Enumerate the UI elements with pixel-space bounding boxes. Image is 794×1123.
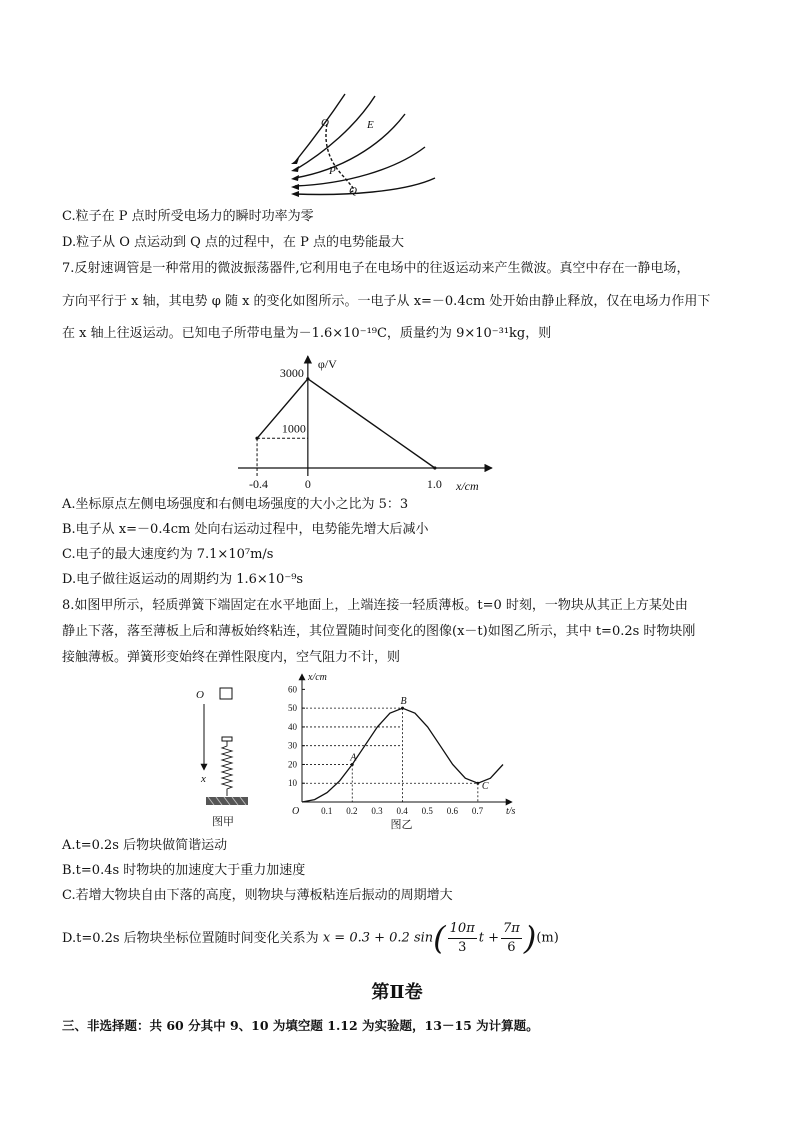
y-axis-label: x/cm [308, 672, 327, 683]
option-d-formula: x = 0.3 + 0.2 sin( $\frac{10\pi}{3}$ t + $\frac{7\pi}{6}$ )(m) [322, 919, 559, 957]
x-tick-label: 0.4 [396, 806, 408, 816]
formula-mid: t + [478, 930, 499, 946]
x-tick-label: 0.6 [446, 806, 458, 816]
q8-option-a: A.t=0.2s 后物块做简谐运动 [62, 838, 228, 853]
figure-caption: 图甲 [212, 816, 234, 828]
phi-x-chart [230, 350, 500, 495]
plate [222, 737, 232, 741]
q7-option-c: C.电子的最大速度约为 7.1×10⁷m/s [62, 547, 274, 562]
label-P: P [329, 165, 336, 177]
x-tick-label: 0.3 [371, 806, 383, 816]
q8-option-b: B.t=0.4s 时物块的加速度大于重力加速度 [62, 863, 306, 878]
y-tick-label: 10 [288, 778, 297, 789]
point-label: B [400, 696, 407, 708]
x-tick-label: 1.0 [426, 477, 442, 491]
y-tick-label: 50 [288, 703, 297, 714]
trajectory [326, 124, 354, 192]
point-label: A [350, 752, 357, 764]
q7-stem-line-1: 7.反射速调管是一种常用的微波振荡器件,它利用电子在电场中的往返运动来产生微波。真空中存在一静电场， [62, 261, 690, 276]
y-tick-label: 1000 [281, 421, 306, 436]
y-axis-label: φ/V [317, 357, 337, 371]
x-tick-label: 0.2 [346, 806, 358, 816]
field-line [295, 96, 375, 170]
y-tick-label: 3000 [279, 365, 304, 380]
q6-option-c: C.粒子在 P 点时所受电场力的瞬时功率为零 [62, 209, 314, 224]
x-tick-label: 0.7 [471, 806, 484, 816]
origin-label: O [292, 806, 300, 817]
y-tick-label: 60 [288, 684, 297, 695]
q8-option-d [62, 918, 559, 959]
label-O: O [321, 117, 329, 129]
frac1-denominator: 3 [458, 939, 467, 955]
x-t-chart [286, 670, 518, 830]
block [220, 688, 232, 699]
arrow-icon [291, 184, 299, 190]
q8-stem-line-2: 静止下落，落至薄板上后和薄板始终粘连，其位置随时间变化的图像(x－t)如图乙所示，其中 t=0.2s 时物块刚 [62, 624, 696, 639]
x-axis-label: t/s [506, 806, 516, 817]
q6-option-d: D.粒子从 O 点运动到 Q 点的过程中，在 P 点的电势能最大 [62, 235, 404, 250]
field-line [295, 178, 435, 194]
formula-unit: (m) [536, 930, 559, 946]
spring [222, 741, 232, 796]
q8-stem-line-3: 接触薄板。弹簧形变始终在弹性限度内，空气阻力不计，则 [62, 650, 401, 665]
y-tick-label: 20 [288, 759, 297, 770]
section-heading: 三、非选择题：共 60 分其中 9、10 为填空题 1.12 为实验题，13－15 为计算题。 [62, 1018, 539, 1033]
arrow-icon [291, 166, 299, 172]
arrow-icon [291, 175, 299, 181]
data-point [306, 377, 309, 380]
data-point [433, 466, 436, 469]
x-tick-label: -0.4 [249, 477, 269, 491]
spring-figure [188, 682, 268, 830]
q8-option-c: C.若增大物块自由下落的高度，则物块与薄板粘连后振动的周期增大 [62, 888, 453, 903]
x-tick-label: 0 [304, 477, 311, 491]
part-2-title: 第Ⅱ卷 [371, 982, 423, 1003]
x-t-series-line [302, 708, 503, 802]
q7-option-a: A.坐标原点左侧电场强度和右侧电场强度的大小之比为 5：3 [62, 497, 409, 512]
data-point [255, 437, 258, 440]
point-label: C [481, 781, 489, 793]
q7-option-b: B.电子从 x=－0.4cm 处向右运动过程中，电势能先增大后减小 [62, 522, 429, 537]
field-line [295, 114, 405, 178]
formula-lhs: x = 0.3 + 0.2 sin [322, 930, 434, 946]
option-d-prefix: D.t=0.2s 后物块坐标位置随时间变化关系为 [62, 930, 319, 946]
field-line [295, 94, 345, 162]
label-Q: Q [349, 185, 357, 197]
q8-stem-line-1: 8.如图甲所示，轻质弹簧下端固定在水平地面上，上端连接一轻质薄板。t=0 时刻，一物块从其正上方某处由 [62, 598, 688, 613]
x-tick-label: 0.1 [321, 806, 333, 816]
chart-caption: 图乙 [390, 819, 413, 830]
frac1-numerator: 10π [448, 920, 477, 939]
y-tick-label: 30 [288, 740, 297, 751]
field-line-figure [285, 92, 445, 202]
x-axis-label: x/cm [456, 479, 479, 493]
label-x: x [201, 773, 206, 785]
q7-stem-line-2: 方向平行于 x 轴，其电势 φ 随 x 的变化如图所示。一电子从 x=－0.4cm 处开始由静止释放，仅在电场力作用下 [62, 294, 711, 309]
frac2-numerator: 7π [501, 920, 522, 939]
x-tick-label: 0.5 [421, 806, 433, 816]
arrow-icon [291, 191, 299, 197]
y-tick-label: 40 [288, 721, 297, 732]
q7-stem-line-3: 在 x 轴上往返运动。已知电子所带电量为－1.6×10⁻¹⁹C，质量约为 9×10⁻³¹kg，则 [62, 326, 552, 341]
data-point [476, 782, 479, 785]
label-O: O [196, 689, 204, 701]
q7-option-d: D.电子做往返运动的周期约为 1.6×10⁻⁹s [62, 572, 304, 587]
frac2-denominator: 6 [507, 939, 516, 955]
field-line [295, 147, 425, 186]
label-E: E [367, 119, 374, 131]
